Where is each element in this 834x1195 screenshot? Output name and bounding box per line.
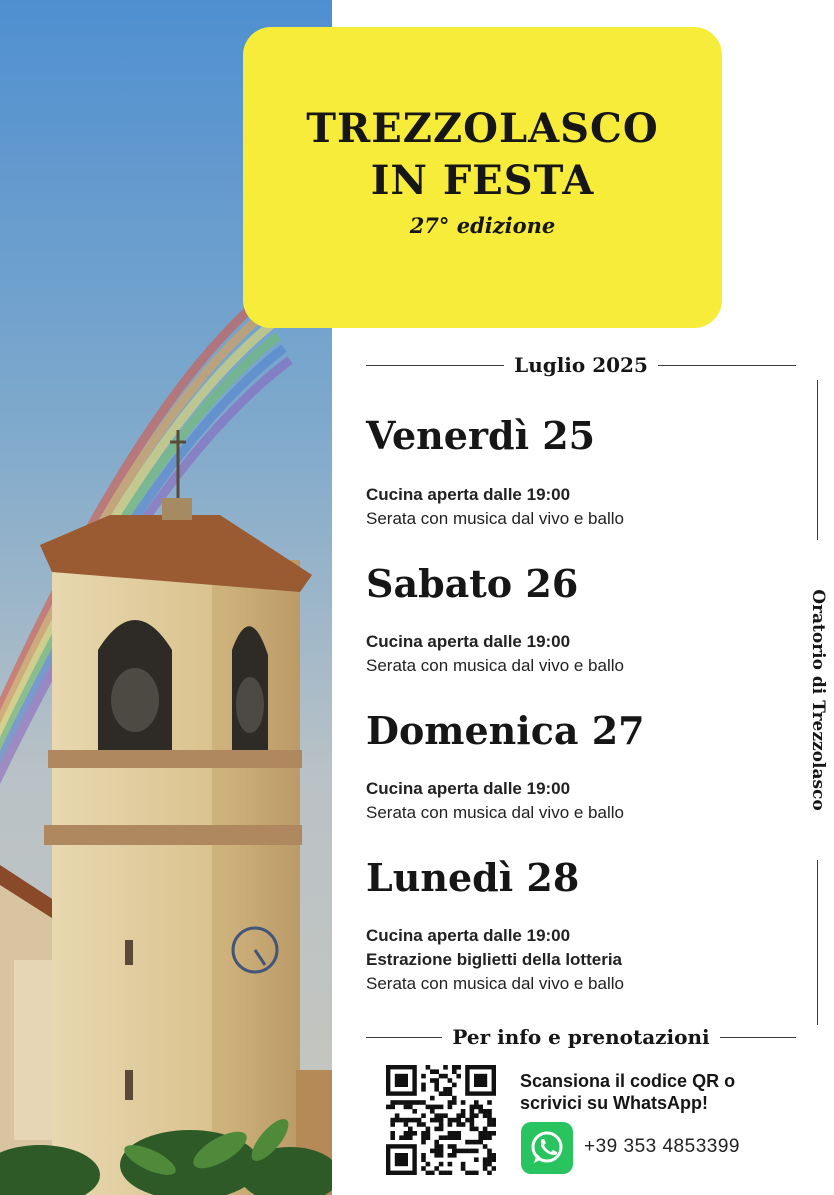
month-label: Luglio 2025 bbox=[514, 353, 648, 377]
qr-text-line: scrivici su WhatsApp! bbox=[520, 1093, 709, 1113]
edition-label: 27° edizione bbox=[409, 213, 556, 238]
title-box bbox=[243, 27, 722, 328]
qr-instructions bbox=[520, 1070, 735, 1114]
venue-label: Oratorio di Trezzolasco bbox=[808, 589, 828, 811]
month-heading bbox=[366, 353, 796, 377]
phone-number[interactable]: +39 353 4853399 bbox=[584, 1136, 740, 1157]
info-heading bbox=[366, 1025, 796, 1049]
day-detail: Cucina aperta dalle 19:00 bbox=[366, 485, 571, 504]
event-title-line1: TREZZOLASCO bbox=[306, 105, 659, 152]
side-divider-line bbox=[817, 380, 818, 540]
divider-line bbox=[658, 365, 796, 366]
whatsapp-icon[interactable] bbox=[521, 1122, 573, 1174]
day-title: Lunedì 28 bbox=[366, 855, 580, 900]
day-detail: Serata con musica dal vivo e ballo bbox=[366, 803, 624, 822]
day-detail: Serata con musica dal vivo e ballo bbox=[366, 509, 624, 528]
day-detail: Cucina aperta dalle 19:00 bbox=[366, 926, 571, 945]
qr-text-line: Scansiona il codice QR o bbox=[520, 1071, 736, 1091]
day-detail: Cucina aperta dalle 19:00 bbox=[366, 779, 571, 798]
divider-line bbox=[720, 1037, 796, 1038]
qr-code-icon[interactable] bbox=[386, 1065, 496, 1180]
event-title-line2: IN FESTA bbox=[370, 157, 595, 204]
day-detail: Estrazione biglietti della lotteria bbox=[366, 950, 622, 969]
day-title: Venerdì 25 bbox=[366, 413, 596, 458]
divider-line bbox=[366, 365, 504, 366]
info-heading-label: Per info e prenotazioni bbox=[452, 1025, 710, 1049]
side-divider-line bbox=[817, 860, 818, 1025]
day-detail: Cucina aperta dalle 19:00 bbox=[366, 632, 571, 651]
day-detail: Serata con musica dal vivo e ballo bbox=[366, 656, 624, 675]
divider-line bbox=[366, 1037, 442, 1038]
day-detail: Serata con musica dal vivo e ballo bbox=[366, 974, 624, 993]
day-title: Domenica 27 bbox=[366, 708, 645, 753]
day-title: Sabato 26 bbox=[366, 561, 579, 606]
